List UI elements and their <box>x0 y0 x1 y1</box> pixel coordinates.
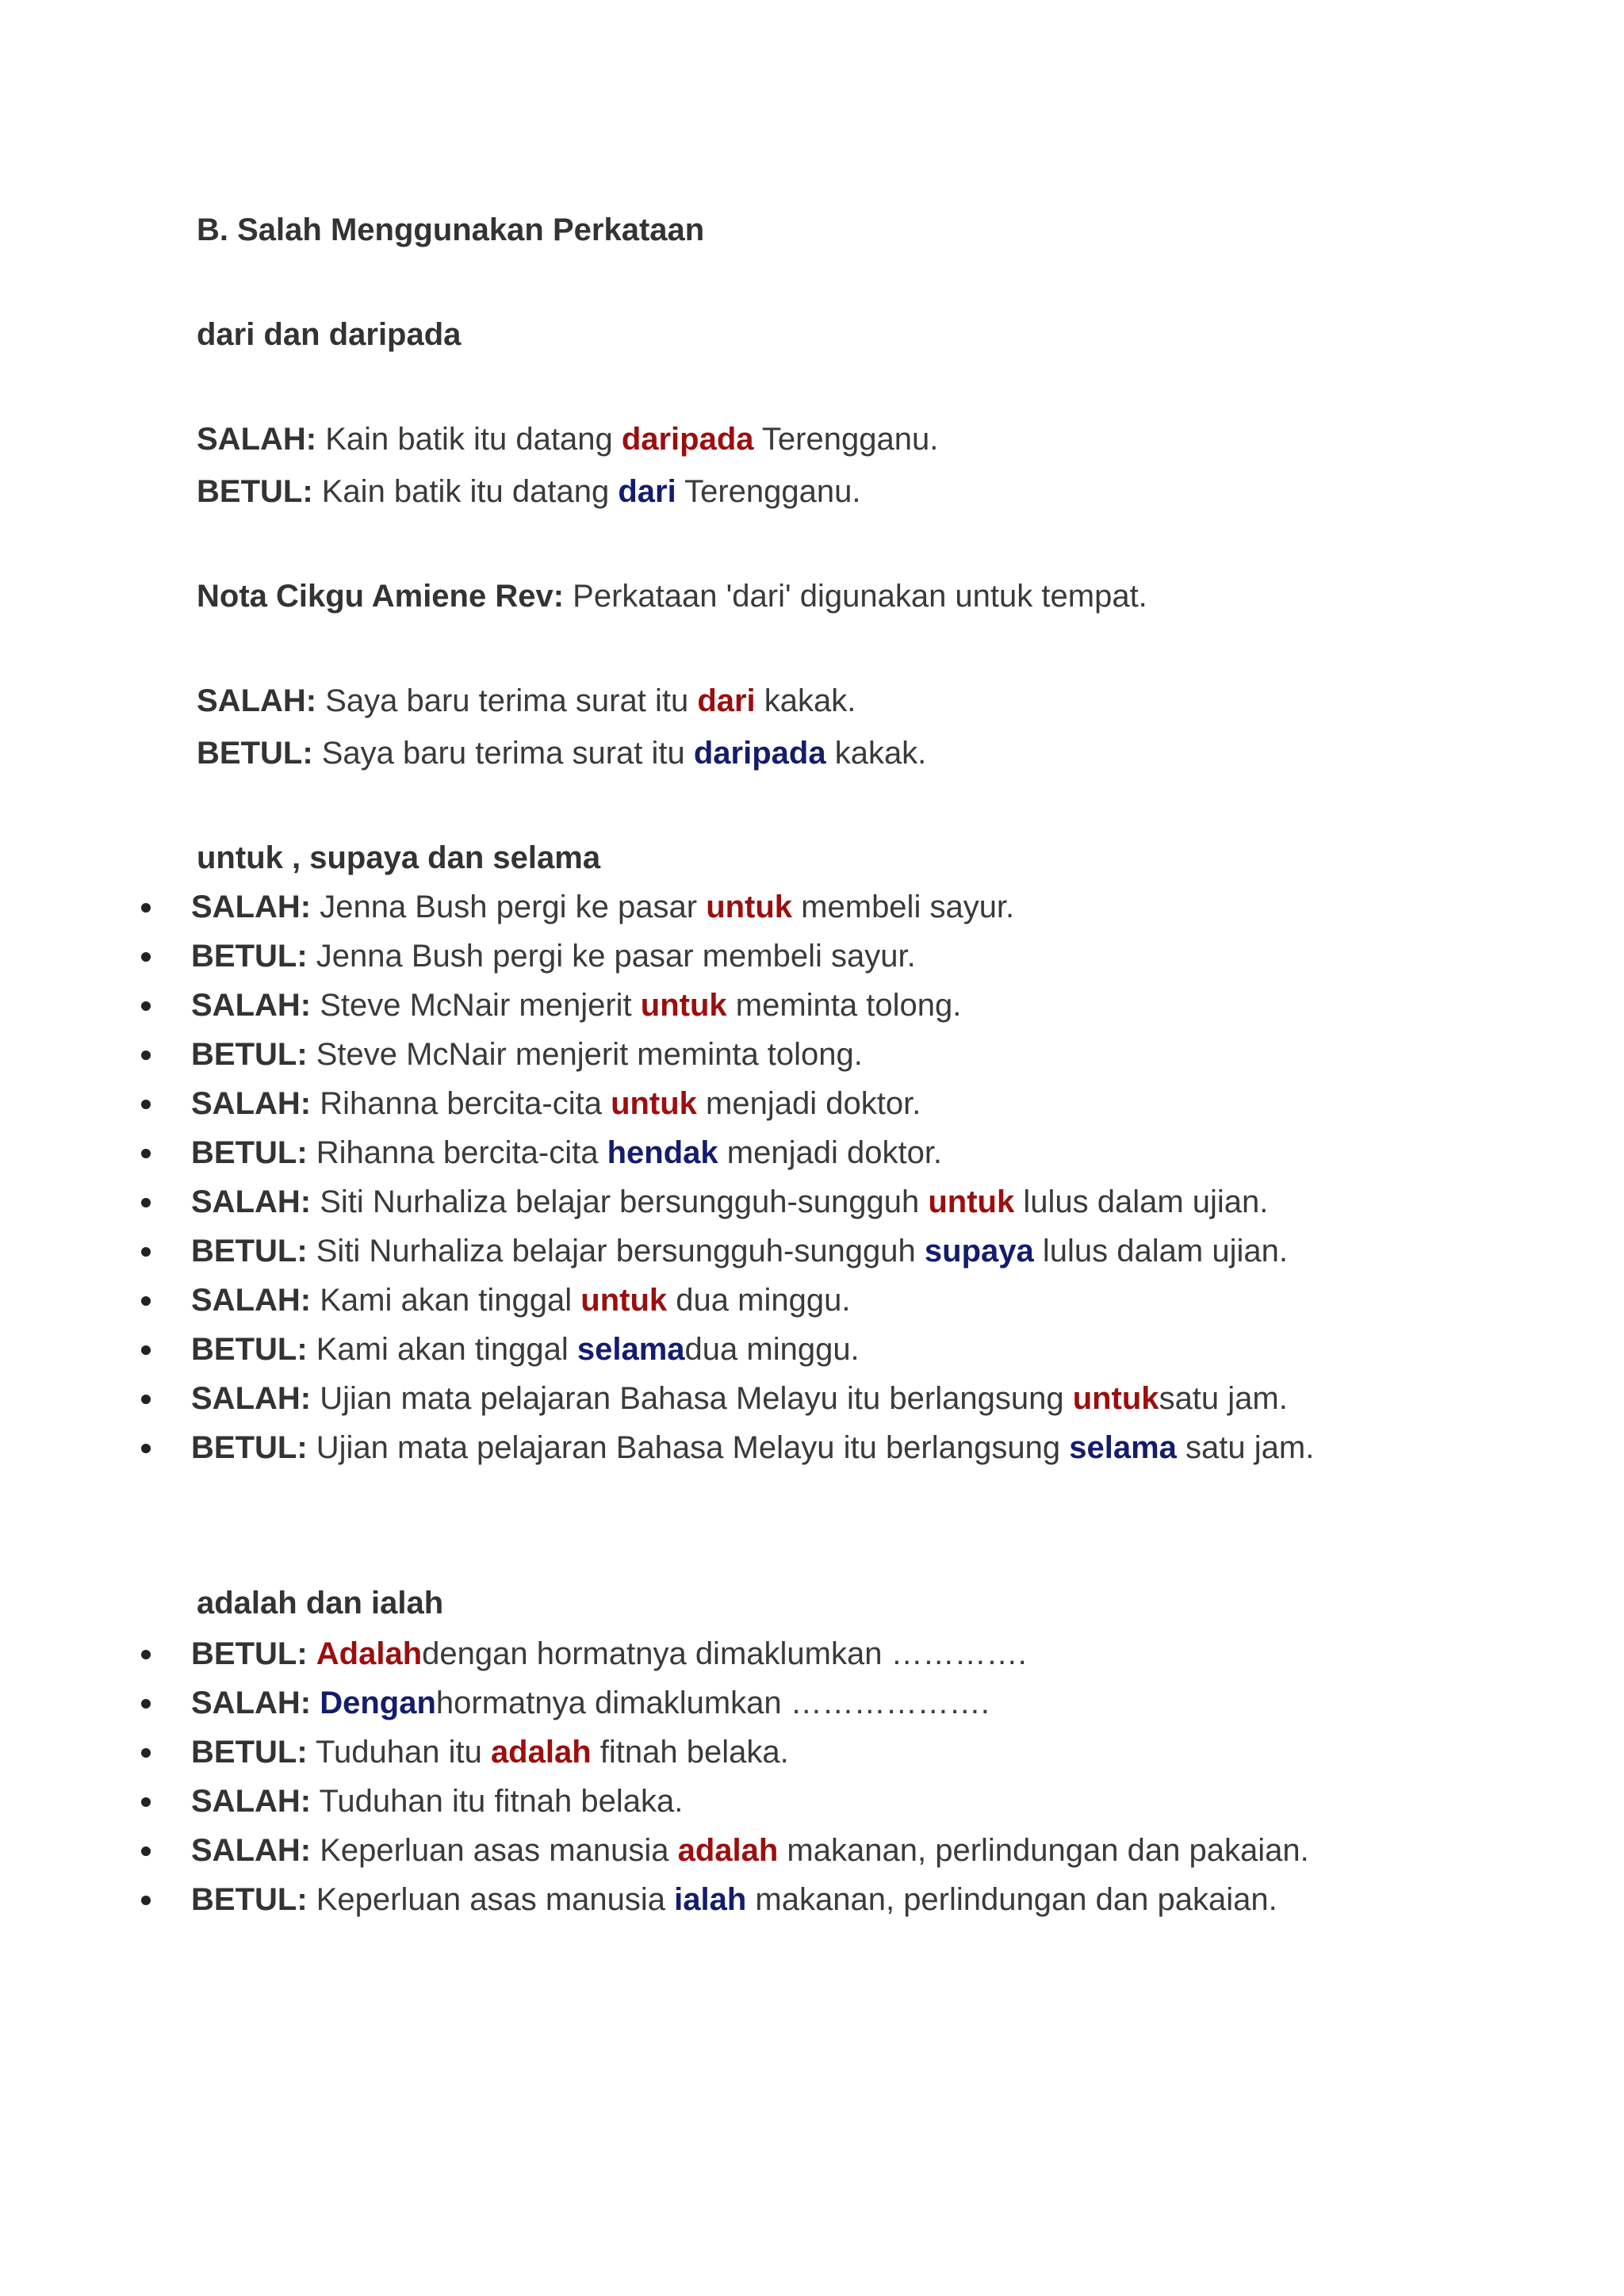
note-text: Perkataan 'dari' digunakan untuk tempat. <box>564 579 1147 614</box>
sentence-text: Saya baru terima surat itu <box>316 683 698 718</box>
sentence-text: satu jam. <box>1159 1381 1288 1416</box>
label-salah: SALAH: <box>191 1381 312 1416</box>
list-item <box>191 937 916 975</box>
note-line <box>197 577 1147 615</box>
sentence-text: kakak. <box>825 736 927 771</box>
correct-word: ialah <box>674 1882 747 1917</box>
label-salah: SALAH: <box>191 1833 312 1868</box>
list-item <box>191 1733 789 1771</box>
list-item <box>191 1035 863 1073</box>
bullet-icon <box>141 903 151 913</box>
sentence-text: Kain batik itu datang <box>316 422 622 457</box>
bullet-icon <box>141 1748 151 1758</box>
section-heading-dari-daripada: dari dan daripada <box>197 317 462 352</box>
sentence-text: Ujian mata pelajaran Bahasa Melayu itu berlangsung <box>307 1430 1070 1465</box>
sentence-text: lulus dalam ujian. <box>1033 1234 1288 1269</box>
example-line <box>197 473 861 511</box>
bullet-icon <box>141 1198 151 1207</box>
wrong-word: untuk <box>706 890 793 924</box>
section-heading-adalah-ialah: adalah dan ialah <box>197 1586 444 1621</box>
list-item <box>191 888 1014 926</box>
sentence-text: makanan, perlindungan dan pakaian. <box>778 1833 1309 1868</box>
sentence-text <box>311 1686 320 1720</box>
wrong-word: untuk <box>640 988 727 1023</box>
bullet-icon <box>141 1395 151 1404</box>
sentence-text: Kami akan tinggal <box>311 1283 581 1318</box>
bullet-icon <box>141 1650 151 1659</box>
label-betul: BETUL: <box>191 1135 308 1170</box>
sentence-text: dua minggu. <box>667 1283 851 1318</box>
correct-word: dari <box>618 474 676 509</box>
wrong-word: dari <box>697 683 756 718</box>
label-salah: SALAH: <box>191 1784 312 1819</box>
sentence-text: menjadi doktor. <box>718 1135 943 1170</box>
label-salah: SALAH: <box>191 1283 312 1318</box>
sentence-text: Ujian mata pelajaran Bahasa Melayu itu berlangsung <box>311 1381 1073 1416</box>
bullet-icon <box>141 1050 151 1060</box>
bullet-icon <box>141 1797 151 1807</box>
correct-word: Dengan <box>320 1686 436 1720</box>
label-betul: BETUL: <box>191 1037 308 1072</box>
example-line <box>197 682 856 720</box>
label-betul: BETUL: <box>197 474 313 509</box>
correct-word: hendak <box>607 1135 718 1170</box>
label-salah: SALAH: <box>191 1686 312 1720</box>
label-salah: SALAH: <box>197 422 317 457</box>
sentence-text: membeli sayur. <box>792 890 1015 924</box>
list-item <box>191 1330 860 1368</box>
list-item <box>191 1134 942 1172</box>
sentence-text: makanan, perlindungan dan pakaian. <box>746 1882 1277 1917</box>
correct-word: selama <box>1069 1430 1177 1465</box>
sentence-text: lulus dalam ujian. <box>1014 1184 1269 1219</box>
sentence-text: Jenna Bush pergi ke pasar <box>311 890 707 924</box>
sentence-text: Siti Nurhaliza belajar bersungguh-sungguh <box>307 1234 925 1269</box>
wrong-word: untuk <box>1072 1381 1159 1416</box>
list-item <box>191 1635 1027 1673</box>
list-item <box>191 1281 850 1319</box>
label-salah: SALAH: <box>191 1086 312 1121</box>
bullet-icon <box>141 1001 151 1011</box>
wrong-word: untuk <box>580 1283 668 1318</box>
label-betul: BETUL: <box>197 736 313 771</box>
sentence-text: Keperluan asas manusia <box>311 1833 678 1868</box>
list-item <box>191 1782 683 1820</box>
sentence-text: menjadi doktor. <box>696 1086 921 1121</box>
example-line <box>197 734 926 772</box>
bullet-icon <box>141 1846 151 1856</box>
bullet-icon <box>141 1149 151 1158</box>
sentence-text <box>308 1636 316 1671</box>
wrong-word: Adalah <box>316 1636 423 1671</box>
sentence-text: Kain batik itu datang <box>312 474 619 509</box>
label-betul: BETUL: <box>191 1234 308 1269</box>
example-line <box>197 420 938 458</box>
sentence-text: hormatnya dimaklumkan ………………. <box>435 1686 990 1720</box>
label-salah: SALAH: <box>191 1184 312 1219</box>
sentence-text: Terengganu. <box>753 422 939 457</box>
list-item <box>191 1232 1288 1270</box>
correct-word: supaya <box>924 1234 1034 1269</box>
sentence-text: Jenna Bush pergi ke pasar membeli sayur. <box>307 939 916 974</box>
list-item <box>191 986 961 1024</box>
correct-word: daripada <box>693 736 826 771</box>
list-item <box>191 1183 1268 1221</box>
sentence-text: Terengganu. <box>676 474 861 509</box>
label-betul: BETUL: <box>191 1636 308 1671</box>
wrong-word: daripada <box>621 422 754 457</box>
list-item <box>191 1881 1277 1919</box>
bullet-icon <box>141 1444 151 1453</box>
bullet-icon <box>141 1247 151 1257</box>
bullet-icon <box>141 1896 151 1905</box>
sentence-text: Tuduhan itu <box>307 1735 491 1770</box>
sentence-text: dengan hormatnya dimaklumkan …………. <box>422 1636 1027 1671</box>
bullet-icon <box>141 1296 151 1306</box>
label-salah: SALAH: <box>191 988 312 1023</box>
sentence-text: Keperluan asas manusia <box>307 1882 675 1917</box>
wrong-word: untuk <box>611 1086 697 1121</box>
list-item <box>191 1085 921 1123</box>
label-betul: BETUL: <box>191 939 308 974</box>
sentence-text: meminta tolong. <box>726 988 962 1023</box>
label-betul: BETUL: <box>191 1882 308 1917</box>
label-salah: SALAH: <box>191 890 312 924</box>
note-label: Nota Cikgu Amiene Rev: <box>197 579 565 614</box>
sentence-text: Rihanna bercita-cita <box>311 1086 611 1121</box>
bullet-icon <box>141 1345 151 1355</box>
list-item <box>191 1380 1288 1418</box>
bullet-icon <box>141 1699 151 1709</box>
sentence-text: kakak. <box>755 683 856 718</box>
sentence-text: dua minggu. <box>684 1332 860 1367</box>
correct-word: selama <box>576 1332 685 1367</box>
wrong-word: untuk <box>928 1184 1015 1219</box>
section-heading-untuk-supaya-selama: untuk , supaya dan selama <box>197 840 601 875</box>
sentence-text: Siti Nurhaliza belajar bersungguh-sungguh <box>311 1184 929 1219</box>
sentence-text: fitnah belaka. <box>591 1735 789 1770</box>
list-item <box>191 1831 1309 1869</box>
list-item <box>191 1684 990 1722</box>
sentence-text: Tuduhan itu fitnah belaka. <box>311 1784 684 1819</box>
sentence-text: Kami akan tinggal <box>307 1332 577 1367</box>
label-salah: SALAH: <box>197 683 317 718</box>
label-betul: BETUL: <box>191 1430 308 1465</box>
page-title: B. Salah Menggunakan Perkataan <box>197 212 705 247</box>
sentence-text: satu jam. <box>1176 1430 1315 1465</box>
sentence-text: Rihanna bercita-cita <box>307 1135 607 1170</box>
wrong-word: adalah <box>677 1833 779 1868</box>
label-betul: BETUL: <box>191 1735 308 1770</box>
sentence-text: Saya baru terima surat itu <box>312 736 694 771</box>
list-item <box>191 1429 1314 1467</box>
wrong-word: adalah <box>490 1735 592 1770</box>
label-betul: BETUL: <box>191 1332 308 1367</box>
bullet-icon <box>141 1100 151 1109</box>
sentence-text: Steve McNair menjerit <box>311 988 641 1023</box>
bullet-icon <box>141 952 151 962</box>
sentence-text: Steve McNair menjerit meminta tolong. <box>307 1037 863 1072</box>
